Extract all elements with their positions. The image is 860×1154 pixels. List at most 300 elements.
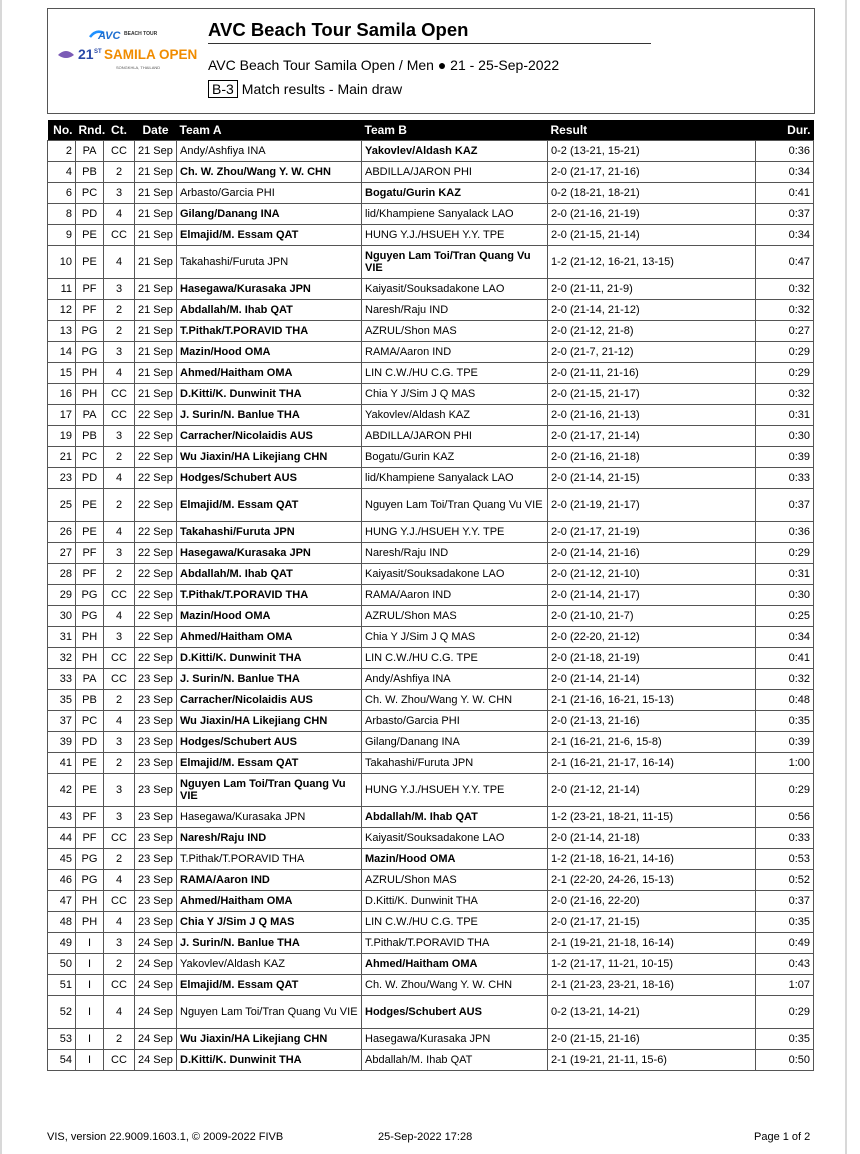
cell-duration: 1:07	[756, 975, 814, 996]
cell-team-a: RAMA/Aaron IND	[177, 870, 362, 891]
cell-no: 9	[48, 225, 76, 246]
cell-result: 2-1 (21-16, 16-21, 15-13)	[548, 690, 756, 711]
cell-court: 4	[104, 870, 135, 891]
cell-team-b: Nguyen Lam Toi/Tran Quang Vu VIE	[362, 489, 548, 522]
cell-round: PG	[76, 342, 104, 363]
cell-no: 4	[48, 162, 76, 183]
cell-result: 1-2 (21-18, 16-21, 14-16)	[548, 849, 756, 870]
cell-no: 15	[48, 363, 76, 384]
cell-duration: 0:48	[756, 690, 814, 711]
cell-team-b: Hasegawa/Kurasaka JPN	[362, 1029, 548, 1050]
col-header-result: Result	[548, 120, 756, 141]
cell-round: PB	[76, 162, 104, 183]
cell-round: PH	[76, 363, 104, 384]
cell-duration: 0:49	[756, 933, 814, 954]
cell-no: 13	[48, 321, 76, 342]
cell-date: 23 Sep	[135, 912, 177, 933]
cell-round: I	[76, 1050, 104, 1071]
table-row	[48, 279, 814, 300]
cell-team-b: lid/Khampiene Sanyalack LAO	[362, 468, 548, 489]
cell-date: 23 Sep	[135, 774, 177, 807]
cell-team-a: Naresh/Raju IND	[177, 828, 362, 849]
cell-result: 2-1 (16-21, 21-17, 16-14)	[548, 753, 756, 774]
cell-court: CC	[104, 828, 135, 849]
cell-team-b: Bogatu/Gurin KAZ	[362, 447, 548, 468]
cell-team-b: Abdallah/M. Ihab QAT	[362, 1050, 548, 1071]
table-row	[48, 489, 814, 522]
cell-round: PE	[76, 774, 104, 807]
cell-team-a: Ahmed/Haitham OMA	[177, 891, 362, 912]
cell-round: PC	[76, 183, 104, 204]
cell-duration: 1:00	[756, 753, 814, 774]
table-row	[48, 543, 814, 564]
cell-no: 42	[48, 774, 76, 807]
cell-no: 30	[48, 606, 76, 627]
cell-round: PF	[76, 564, 104, 585]
cell-date: 22 Sep	[135, 627, 177, 648]
cell-team-b: Yakovlev/Aldash KAZ	[362, 405, 548, 426]
cell-court: 2	[104, 321, 135, 342]
table-row	[48, 870, 814, 891]
cell-court: 2	[104, 954, 135, 975]
cell-team-a: Hasegawa/Kurasaka JPN	[177, 807, 362, 828]
cell-court: CC	[104, 384, 135, 405]
cell-date: 23 Sep	[135, 891, 177, 912]
cell-date: 21 Sep	[135, 300, 177, 321]
cell-team-b: HUNG Y.J./HSUEH Y.Y. TPE	[362, 522, 548, 543]
cell-no: 32	[48, 648, 76, 669]
document-header	[47, 8, 815, 114]
cell-team-a: D.Kitti/K. Dunwinit THA	[177, 384, 362, 405]
cell-court: 2	[104, 489, 135, 522]
cell-team-b: Arbasto/Garcia PHI	[362, 711, 548, 732]
cell-no: 33	[48, 669, 76, 690]
cell-court: 3	[104, 933, 135, 954]
table-row	[48, 447, 814, 468]
cell-no: 26	[48, 522, 76, 543]
table-row	[48, 891, 814, 912]
cell-no: 16	[48, 384, 76, 405]
cell-court: 2	[104, 447, 135, 468]
cell-team-a: Elmajid/M. Essam QAT	[177, 489, 362, 522]
cell-duration: 0:50	[756, 1050, 814, 1071]
cell-team-b: LIN C.W./HU C.G. TPE	[362, 363, 548, 384]
cell-duration: 0:53	[756, 849, 814, 870]
table-row	[48, 933, 814, 954]
cell-duration: 0:35	[756, 711, 814, 732]
cell-team-a: Mazin/Hood OMA	[177, 342, 362, 363]
cell-result: 2-0 (21-12, 21-10)	[548, 564, 756, 585]
cell-result: 2-0 (21-16, 21-13)	[548, 405, 756, 426]
cell-duration: 0:39	[756, 732, 814, 753]
cell-court: 3	[104, 732, 135, 753]
footer-timestamp: 25-Sep-2022 17:28	[378, 1131, 473, 1143]
cell-result: 2-0 (21-10, 21-7)	[548, 606, 756, 627]
cell-court: CC	[104, 585, 135, 606]
cell-round: PD	[76, 204, 104, 225]
cell-team-a: Elmajid/M. Essam QAT	[177, 225, 362, 246]
cell-team-b: HUNG Y.J./HSUEH Y.Y. TPE	[362, 774, 548, 807]
cell-date: 24 Sep	[135, 996, 177, 1029]
cell-court: 3	[104, 543, 135, 564]
cell-result: 2-0 (21-18, 21-19)	[548, 648, 756, 669]
cell-no: 23	[48, 468, 76, 489]
table-row	[48, 204, 814, 225]
table-row	[48, 564, 814, 585]
cell-duration: 0:32	[756, 279, 814, 300]
cell-result: 0-2 (18-21, 18-21)	[548, 183, 756, 204]
page-edge-right	[845, 0, 847, 1154]
cell-team-a: Ahmed/Haitham OMA	[177, 627, 362, 648]
cell-round: PE	[76, 522, 104, 543]
cell-round: PF	[76, 279, 104, 300]
table-row	[48, 912, 814, 933]
cell-court: CC	[104, 1050, 135, 1071]
cell-no: 25	[48, 489, 76, 522]
cell-team-a: Hasegawa/Kurasaka JPN	[177, 543, 362, 564]
table-row	[48, 807, 814, 828]
cell-team-a: T.Pithak/T.PORAVID THA	[177, 585, 362, 606]
cell-result: 2-0 (22-20, 21-12)	[548, 627, 756, 648]
cell-no: 10	[48, 246, 76, 279]
document-title: AVC Beach Tour Samila Open	[208, 19, 469, 40]
cell-duration: 0:30	[756, 585, 814, 606]
cell-date: 24 Sep	[135, 933, 177, 954]
cell-court: 3	[104, 807, 135, 828]
cell-no: 14	[48, 342, 76, 363]
table-row	[48, 828, 814, 849]
document-section	[208, 80, 402, 98]
table-row	[48, 606, 814, 627]
cell-round: PH	[76, 627, 104, 648]
cell-duration: 0:32	[756, 384, 814, 405]
cell-round: PF	[76, 543, 104, 564]
table-row	[48, 627, 814, 648]
cell-team-b: AZRUL/Shon MAS	[362, 870, 548, 891]
cell-result: 2-0 (21-17, 21-19)	[548, 522, 756, 543]
col-header-duration: Dur.	[756, 120, 814, 141]
cell-team-b: HUNG Y.J./HSUEH Y.Y. TPE	[362, 225, 548, 246]
cell-team-a: Hodges/Schubert AUS	[177, 468, 362, 489]
cell-team-a: Ahmed/Haitham OMA	[177, 363, 362, 384]
cell-no: 47	[48, 891, 76, 912]
col-header-team-a: Team A	[177, 120, 362, 141]
cell-duration: 0:29	[756, 996, 814, 1029]
table-row	[48, 774, 814, 807]
cell-court: 3	[104, 774, 135, 807]
document-subtitle: AVC Beach Tour Samila Open / Men ● 21 - 25-Sep-2022	[208, 57, 560, 73]
cell-no: 39	[48, 732, 76, 753]
cell-team-b: AZRUL/Shon MAS	[362, 606, 548, 627]
cell-round: PE	[76, 753, 104, 774]
cell-round: PF	[76, 807, 104, 828]
logo-edition-text: 21	[78, 46, 94, 62]
cell-court: 2	[104, 162, 135, 183]
cell-duration: 0:35	[756, 1029, 814, 1050]
cell-team-a: D.Kitti/K. Dunwinit THA	[177, 648, 362, 669]
cell-result: 2-0 (21-12, 21-8)	[548, 321, 756, 342]
cell-court: 4	[104, 468, 135, 489]
table-row	[48, 321, 814, 342]
table-header-row	[48, 120, 814, 141]
cell-team-a: T.Pithak/T.PORAVID THA	[177, 849, 362, 870]
cell-date: 21 Sep	[135, 279, 177, 300]
cell-result: 2-0 (21-17, 21-15)	[548, 912, 756, 933]
cell-court: 4	[104, 912, 135, 933]
cell-date: 22 Sep	[135, 489, 177, 522]
cell-result: 1-2 (23-21, 18-21, 11-15)	[548, 807, 756, 828]
cell-duration: 0:43	[756, 954, 814, 975]
cell-no: 41	[48, 753, 76, 774]
cell-date: 23 Sep	[135, 828, 177, 849]
cell-round: PE	[76, 489, 104, 522]
cell-duration: 0:36	[756, 522, 814, 543]
cell-date: 24 Sep	[135, 954, 177, 975]
cell-result: 2-1 (19-21, 21-18, 16-14)	[548, 933, 756, 954]
cell-no: 51	[48, 975, 76, 996]
cell-round: PA	[76, 669, 104, 690]
cell-team-b: D.Kitti/K. Dunwinit THA	[362, 891, 548, 912]
table-row	[48, 732, 814, 753]
cell-date: 24 Sep	[135, 1050, 177, 1071]
cell-result: 2-0 (21-19, 21-17)	[548, 489, 756, 522]
cell-team-a: Elmajid/M. Essam QAT	[177, 975, 362, 996]
cell-result: 1-2 (21-12, 16-21, 13-15)	[548, 246, 756, 279]
cell-team-a: T.Pithak/T.PORAVID THA	[177, 321, 362, 342]
cell-result: 2-0 (21-14, 21-14)	[548, 669, 756, 690]
cell-duration: 0:25	[756, 606, 814, 627]
cell-no: 31	[48, 627, 76, 648]
cell-duration: 0:41	[756, 648, 814, 669]
cell-duration: 0:35	[756, 912, 814, 933]
cell-court: 4	[104, 522, 135, 543]
cell-date: 24 Sep	[135, 975, 177, 996]
cell-duration: 0:33	[756, 468, 814, 489]
table-row	[48, 246, 814, 279]
cell-result: 2-0 (21-11, 21-16)	[548, 363, 756, 384]
cell-duration: 0:36	[756, 141, 814, 162]
cell-team-a: Takahashi/Furuta JPN	[177, 246, 362, 279]
cell-result: 2-1 (22-20, 24-26, 15-13)	[548, 870, 756, 891]
cell-no: 43	[48, 807, 76, 828]
cell-no: 21	[48, 447, 76, 468]
cell-date: 23 Sep	[135, 711, 177, 732]
cell-team-b: Nguyen Lam Toi/Tran Quang Vu VIE	[362, 246, 548, 279]
cell-result: 2-0 (21-16, 21-19)	[548, 204, 756, 225]
logo-name-text: SAMILA OPEN	[104, 47, 198, 62]
col-header-round: Rnd.	[76, 120, 104, 141]
cell-round: I	[76, 1029, 104, 1050]
cell-team-a: D.Kitti/K. Dunwinit THA	[177, 1050, 362, 1071]
cell-duration: 0:27	[756, 321, 814, 342]
table-row	[48, 1050, 814, 1071]
cell-result: 2-0 (21-11, 21-9)	[548, 279, 756, 300]
cell-team-b: Mazin/Hood OMA	[362, 849, 548, 870]
cell-round: PF	[76, 828, 104, 849]
cell-team-b: Takahashi/Furuta JPN	[362, 753, 548, 774]
cell-round: I	[76, 975, 104, 996]
cell-team-a: Abdallah/M. Ihab QAT	[177, 300, 362, 321]
col-header-no: No.	[48, 120, 76, 141]
cell-round: PH	[76, 891, 104, 912]
cell-no: 52	[48, 996, 76, 1029]
cell-team-b: Chia Y J/Sim J Q MAS	[362, 627, 548, 648]
cell-round: PE	[76, 246, 104, 279]
cell-team-b: Kaiyasit/Souksadakone LAO	[362, 564, 548, 585]
cell-date: 22 Sep	[135, 447, 177, 468]
page-edge-left	[0, 0, 2, 1154]
table-row	[48, 468, 814, 489]
cell-duration: 0:34	[756, 225, 814, 246]
cell-team-b: Kaiyasit/Souksadakone LAO	[362, 279, 548, 300]
cell-duration: 0:29	[756, 342, 814, 363]
cell-date: 21 Sep	[135, 141, 177, 162]
cell-round: PG	[76, 321, 104, 342]
cell-duration: 0:37	[756, 489, 814, 522]
table-row	[48, 669, 814, 690]
cell-court: CC	[104, 648, 135, 669]
table-row	[48, 996, 814, 1029]
cell-team-b: RAMA/Aaron IND	[362, 342, 548, 363]
cell-result: 2-0 (21-14, 21-12)	[548, 300, 756, 321]
cell-round: PA	[76, 141, 104, 162]
cell-team-b: LIN C.W./HU C.G. TPE	[362, 912, 548, 933]
cell-team-a: Hasegawa/Kurasaka JPN	[177, 279, 362, 300]
table-row	[48, 648, 814, 669]
cell-court: 2	[104, 690, 135, 711]
cell-team-a: Yakovlev/Aldash KAZ	[177, 954, 362, 975]
cell-round: PG	[76, 870, 104, 891]
cell-court: CC	[104, 891, 135, 912]
cell-date: 23 Sep	[135, 870, 177, 891]
cell-team-b: Ch. W. Zhou/Wang Y. W. CHN	[362, 690, 548, 711]
cell-team-b: Naresh/Raju IND	[362, 300, 548, 321]
cell-result: 2-0 (21-15, 21-14)	[548, 225, 756, 246]
logo-avc-text: AVC	[98, 30, 121, 42]
cell-no: 53	[48, 1029, 76, 1050]
col-header-date: Date	[135, 120, 177, 141]
cell-round: PB	[76, 690, 104, 711]
cell-court: 2	[104, 753, 135, 774]
section-label: Match results - Main draw	[241, 81, 403, 97]
cell-team-a: Hodges/Schubert AUS	[177, 732, 362, 753]
table-row	[48, 225, 814, 246]
cell-no: 19	[48, 426, 76, 447]
cell-team-b: Hodges/Schubert AUS	[362, 996, 548, 1029]
cell-no: 17	[48, 405, 76, 426]
table-row	[48, 711, 814, 732]
cell-round: PC	[76, 711, 104, 732]
cell-date: 21 Sep	[135, 342, 177, 363]
cell-court: 3	[104, 279, 135, 300]
cell-court: 4	[104, 606, 135, 627]
cell-no: 2	[48, 141, 76, 162]
cell-team-a: Chia Y J/Sim J Q MAS	[177, 912, 362, 933]
cell-team-a: Wu Jiaxin/HA Likejiang CHN	[177, 447, 362, 468]
cell-court: 3	[104, 426, 135, 447]
cell-court: 2	[104, 564, 135, 585]
cell-date: 22 Sep	[135, 426, 177, 447]
table-row	[48, 1029, 814, 1050]
col-header-court: Ct.	[104, 120, 135, 141]
cell-team-b: Yakovlev/Aldash KAZ	[362, 141, 548, 162]
cell-team-a: J. Surin/N. Banlue THA	[177, 669, 362, 690]
results-body	[48, 141, 814, 1071]
cell-no: 45	[48, 849, 76, 870]
cell-no: 44	[48, 828, 76, 849]
cell-date: 21 Sep	[135, 384, 177, 405]
event-logo	[54, 23, 204, 83]
cell-no: 54	[48, 1050, 76, 1071]
cell-duration: 0:31	[756, 564, 814, 585]
cell-round: I	[76, 954, 104, 975]
cell-duration: 0:31	[756, 405, 814, 426]
cell-court: CC	[104, 141, 135, 162]
cell-round: I	[76, 933, 104, 954]
cell-result: 2-0 (21-16, 21-18)	[548, 447, 756, 468]
cell-no: 50	[48, 954, 76, 975]
cell-round: PF	[76, 300, 104, 321]
cell-result: 2-1 (16-21, 21-6, 15-8)	[548, 732, 756, 753]
table-row	[48, 162, 814, 183]
cell-duration: 0:52	[756, 870, 814, 891]
cell-team-a: Ch. W. Zhou/Wang Y. W. CHN	[177, 162, 362, 183]
table-row	[48, 405, 814, 426]
cell-round: PA	[76, 405, 104, 426]
table-row	[48, 522, 814, 543]
col-header-team-b: Team B	[362, 120, 548, 141]
cell-round: I	[76, 996, 104, 1029]
cell-result: 2-0 (21-17, 21-14)	[548, 426, 756, 447]
cell-date: 21 Sep	[135, 321, 177, 342]
table-row	[48, 363, 814, 384]
cell-team-a: Nguyen Lam Toi/Tran Quang Vu VIE	[177, 996, 362, 1029]
cell-date: 23 Sep	[135, 753, 177, 774]
cell-date: 22 Sep	[135, 468, 177, 489]
cell-court: CC	[104, 975, 135, 996]
cell-team-a: Gilang/Danang INA	[177, 204, 362, 225]
cell-date: 23 Sep	[135, 732, 177, 753]
cell-duration: 0:41	[756, 183, 814, 204]
cell-team-a: Carracher/Nicolaidis AUS	[177, 426, 362, 447]
cell-date: 21 Sep	[135, 183, 177, 204]
cell-date: 22 Sep	[135, 522, 177, 543]
cell-date: 23 Sep	[135, 849, 177, 870]
cell-round: PE	[76, 225, 104, 246]
table-row	[48, 975, 814, 996]
cell-court: 4	[104, 363, 135, 384]
cell-duration: 0:32	[756, 300, 814, 321]
cell-date: 22 Sep	[135, 585, 177, 606]
cell-court: 4	[104, 711, 135, 732]
table-row	[48, 753, 814, 774]
cell-round: PH	[76, 912, 104, 933]
cell-court: 2	[104, 300, 135, 321]
cell-result: 2-0 (21-17, 21-16)	[548, 162, 756, 183]
cell-duration: 0:30	[756, 426, 814, 447]
cell-no: 46	[48, 870, 76, 891]
cell-round: PC	[76, 447, 104, 468]
cell-team-b: Abdallah/M. Ihab QAT	[362, 807, 548, 828]
cell-no: 49	[48, 933, 76, 954]
title-divider	[208, 43, 651, 44]
table-row	[48, 585, 814, 606]
cell-team-b: Kaiyasit/Souksadakone LAO	[362, 828, 548, 849]
cell-no: 27	[48, 543, 76, 564]
cell-team-a: Takahashi/Furuta JPN	[177, 522, 362, 543]
cell-result: 2-1 (21-23, 23-21, 18-16)	[548, 975, 756, 996]
cell-date: 22 Sep	[135, 648, 177, 669]
